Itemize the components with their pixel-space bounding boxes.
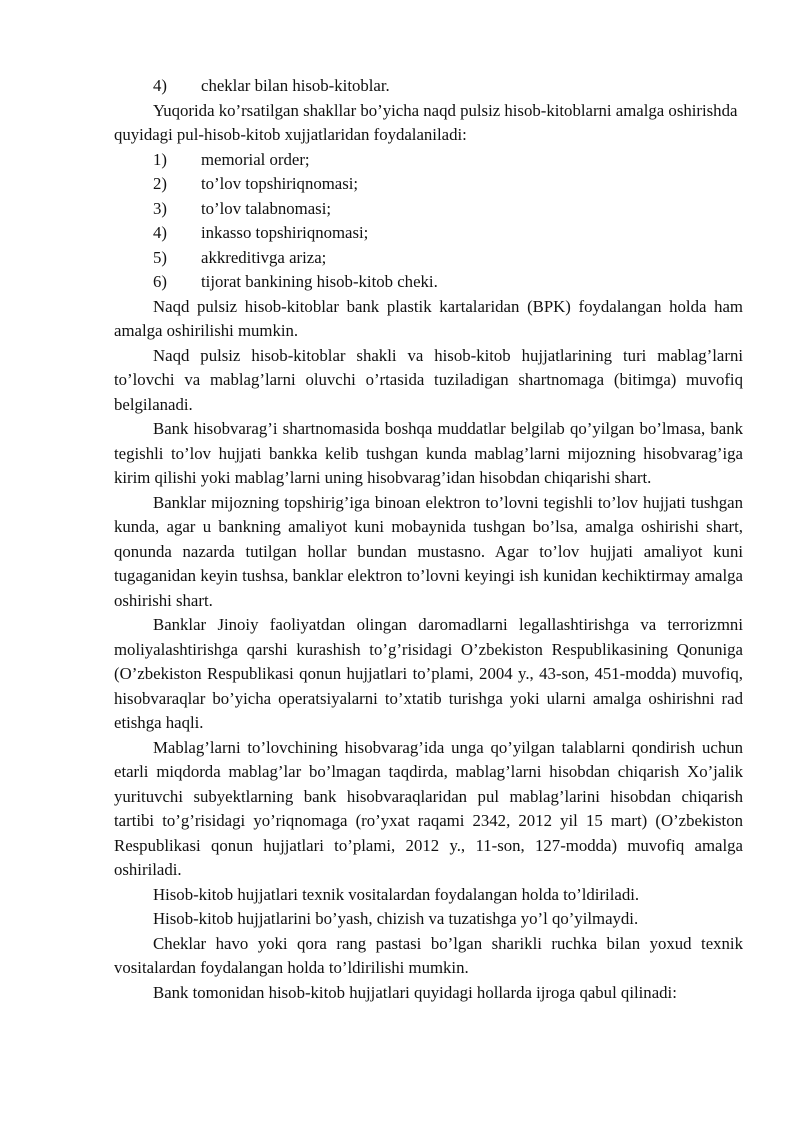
list-text: inkasso topshiriqnomasi;: [201, 223, 369, 242]
list-number: 1): [153, 149, 167, 169]
list-item: [114, 197, 743, 222]
list-number: 3): [153, 198, 167, 218]
paragraph: Bank tomonidan hisob-kitob hujjatlari quyidagi hollarda ijroga qabul qilinadi:: [153, 982, 677, 1002]
list-text: akkreditivga ariza;: [201, 247, 327, 267]
list-text: to’lov talabnomasi;: [201, 198, 332, 218]
list-number: 4): [153, 76, 167, 95]
list-text: memorial order;: [201, 149, 310, 169]
list-item: [114, 74, 743, 99]
list-item: [114, 148, 743, 173]
paragraph: Cheklar havo yoki qora rang pastasi bo’lgan sharikli ruchka bilan yoxud texnik vositalardan foydalangan holda to’ldirilishi mumkin.: [114, 933, 743, 977]
list-number: 4): [153, 223, 167, 242]
page-body: [114, 74, 743, 1005]
list-item: [114, 270, 743, 295]
list-item: [114, 221, 743, 246]
paragraph: Naqd pulsiz hisob-kitoblar bank plastik kartalaridan (BPK) foydalangan holda ham amalga oshirilishi mumkin.: [114, 296, 743, 340]
paragraph: Mablag’larni to’lovchining hisobvarag’ida unga qo’yilgan talablarni qondirish uchun etarli miqdorda mablag’lar bo’lmagan taqdirda, mablag’larni hisobdan chiqarish Xo’jalik yurituvchi subyektlarning bank hisobvaraqlaridan pul mablag’larini hisobdan chiqarish tartibi to’g’risidagi yo’riqnomaga (ro’yxat raqami 2342, 2012 yil 15 mart) (O’zbekiston Respublikasi qonun hujjatlari to’plami, 2012 y., 11-son, 127-modda) muvofiq amalga oshiriladi.: [114, 737, 743, 879]
list-text: tijorat bankining hisob-kitob cheki.: [201, 272, 438, 291]
paragraph: Hisob-kitob hujjatlarini bo’yash, chizish va tuzatishga yo’l qo’yilmaydi.: [153, 909, 639, 928]
list-item: [114, 172, 743, 197]
list-number: 5): [153, 247, 167, 267]
list-number: 2): [153, 174, 167, 193]
paragraph: Bank hisobvarag’i shartnomasida boshqa muddatlar belgilab qo’yilgan bo’lmasa, bank tegishli to’lov hujjati bankka kelib tushgan kunda mablag’larni mijozning hisobvarag’iga kirim qilishi yoki mablag’larni uning hisobvarag’idan hisobdan chiqarishi shart.: [114, 419, 743, 487]
paragraph: Banklar mijozning topshirig’iga binoan elektron to’lovni tegishli to’lov hujjati tushgan kunda, agar u bankning amaliyot kuni mobaynida tushgan bo’lsa, amalga oshirishi shart, qonunda nazarda tutilgan hollar bundan mustasno. Agar to’lov hujjati amaliyot kuni tugaganidan keyin tushsa, banklar elektron to’lovni keyingi ish kunidan kechiktirmay amalga oshirishi shart.: [114, 492, 743, 610]
paragraph: Naqd pulsiz hisob-kitoblar shakli va hisob-kitob hujjatlarining turi mablag’larni to’lovchi va mablag’larni oluvchi o’rtasida tuziladigan shartnomaga (bitimga) muvofiq belgilanadi.: [114, 345, 743, 414]
paragraph: Hisob-kitob hujjatlari texnik vositalardan foydalangan holda to’ldiriladi.: [153, 884, 640, 904]
list-number: 6): [153, 272, 167, 291]
paragraph: Banklar Jinoiy faoliyatdan olingan daromadlarni legallashtirishga va terrorizmni moliyalashtirishga qarshi kurashish to’g’risidagi O’zbekiston Respublikasining Qonuniga (O’zbekiston Respublikasi qonun hujjatlari to’plami, 2004 y., 43-son, 451-modda) muvofiq, hisobvaraqlar bo’yicha operatsiyalarni to’xtatib turishga yoki ularni amalga oshirishni rad etishga haqli.: [114, 615, 743, 732]
paragraph-intro: Yuqorida ko’rsatilgan shakllar bo’yicha naqd pulsiz hisob-kitoblarni amalga oshirishda quyidagi pul-hisob-kitob xujjatlaridan foydalaniladi:: [114, 100, 738, 144]
list-text: cheklar bilan hisob-kitoblar.: [201, 76, 390, 95]
list-item: [114, 246, 743, 271]
list-text: to’lov topshiriqnomasi;: [201, 174, 359, 193]
